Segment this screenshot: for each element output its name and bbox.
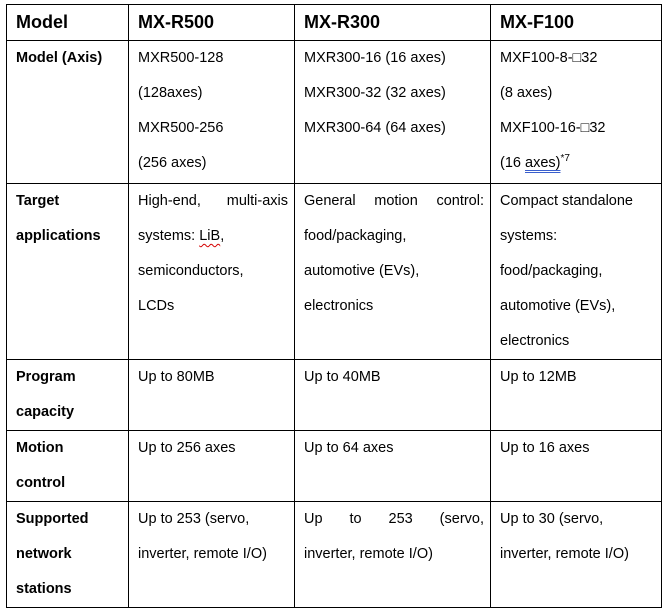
f100-target-line: Compact standalone: [500, 193, 633, 209]
cell-r500-target: [129, 184, 295, 360]
row-motion-control: [7, 431, 662, 502]
cell-r500-program: Up to 80MB: [129, 360, 295, 431]
row-label-program-capacity: [7, 360, 129, 431]
header-mx-f100: MX-F100: [491, 5, 662, 41]
cell-f100-network: [491, 502, 662, 608]
r500-target-line: High-end, multi-axis: [138, 193, 288, 209]
spec-table: [6, 4, 662, 608]
r500-network-line: Up to 253 (servo,: [138, 511, 250, 527]
f100-model-line: [500, 146, 661, 181]
cell-r300-models: [295, 41, 491, 184]
row-program-capacity: [7, 360, 662, 431]
label-line: Motion: [16, 440, 64, 456]
f100-target-line: systems:: [500, 228, 558, 244]
cell-r500-network: [129, 502, 295, 608]
r500-model-line: MXR500-128: [138, 50, 224, 66]
spelling-mark: LiB: [199, 228, 221, 244]
cell-r300-target: [295, 184, 491, 360]
header-mx-r300: MX-R300: [295, 5, 491, 41]
cell-r500-motion: Up to 256 axes: [129, 431, 295, 502]
label-line: Supported: [16, 511, 89, 527]
row-model-axis: [7, 41, 662, 184]
r300-target-line: food/packaging,: [304, 228, 407, 244]
f100-model-line: (8 axes): [500, 85, 553, 101]
r500-model-line: MXR500-256: [138, 120, 224, 136]
r300-target-line: automotive (EVs),: [304, 263, 420, 279]
r300-model-line: MXR300-64 (64 axes): [304, 120, 446, 136]
label-line: control: [16, 475, 66, 491]
f100-axes-grammar-mark: axes): [525, 155, 561, 171]
r300-target-line: electronics: [304, 298, 374, 314]
r500-target-line: LCDs: [138, 298, 175, 314]
f100-network-line: Up to 30 (servo,: [500, 511, 604, 527]
label-line: Target: [16, 193, 60, 209]
label-line: network: [16, 546, 72, 562]
f100-target-line: food/packaging,: [500, 263, 603, 279]
row-label-target-applications: [7, 184, 129, 360]
r500-target-line: [138, 219, 294, 254]
r300-target-line: General motion control:: [304, 193, 484, 209]
r300-network-line: inverter, remote I/O): [304, 546, 433, 562]
cell-f100-program: Up to 12MB: [491, 360, 662, 431]
row-label-model-axis: Model (Axis): [7, 41, 129, 184]
cell-f100-models: [491, 41, 662, 184]
row-label-network-stations: [7, 502, 129, 608]
header-mx-r500: MX-R500: [129, 5, 295, 41]
r300-network-line: Up to 253 (servo,: [304, 511, 484, 527]
f100-network-line: inverter, remote I/O): [500, 546, 629, 562]
r500-model-line: (256 axes): [138, 155, 207, 171]
f100-target-line: electronics: [500, 333, 570, 349]
r300-model-line: MXR300-32 (32 axes): [304, 85, 446, 101]
row-label-motion-control: [7, 431, 129, 502]
label-line: applications: [16, 228, 101, 244]
r500-model-line: (128axes): [138, 85, 203, 101]
cell-f100-target: [491, 184, 662, 360]
label-line: Program: [16, 369, 76, 385]
cell-r300-motion: Up to 64 axes: [295, 431, 491, 502]
cell-r500-models: [129, 41, 295, 184]
r500-target-line: semiconductors,: [138, 263, 244, 279]
f100-model-line: MXF100-16-□32: [500, 120, 606, 136]
header-model: Model: [7, 5, 129, 41]
r300-model-line: MXR300-16 (16 axes): [304, 50, 446, 66]
r500-network-line: inverter, remote I/O): [138, 546, 267, 562]
f100-model-line: MXF100-8-□32: [500, 50, 598, 66]
header-row: [7, 5, 662, 41]
text-span: ,: [220, 228, 225, 244]
row-network-stations: [7, 502, 662, 608]
footnote-ref: *7: [560, 153, 570, 165]
cell-r300-network: [295, 502, 491, 608]
f100-target-line: automotive (EVs),: [500, 298, 616, 314]
f100-axes-prefix: (16: [500, 155, 525, 171]
row-target-applications: [7, 184, 662, 360]
text-span: systems:: [138, 228, 200, 244]
cell-f100-motion: Up to 16 axes: [491, 431, 662, 502]
label-line: stations: [16, 581, 72, 597]
cell-r300-program: Up to 40MB: [295, 360, 491, 431]
label-line: capacity: [16, 404, 75, 420]
